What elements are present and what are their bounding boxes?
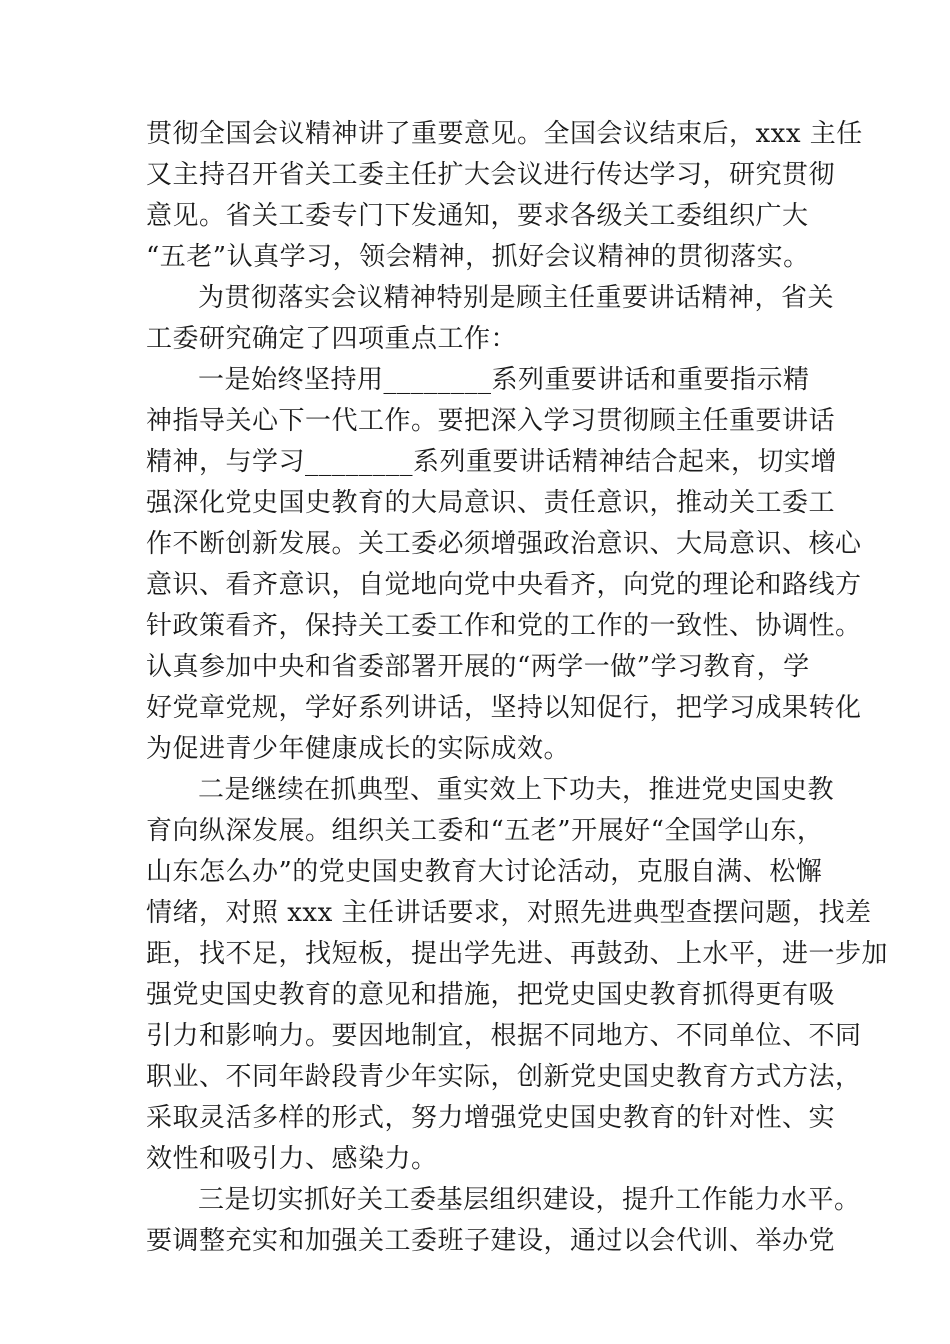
text-line: 神指导关心下一代工作。要把深入学习贯彻顾主任重要讲话	[146, 406, 836, 436]
text-line: 职业、不同年龄段青少年实际，创新党史国史教育方式方法，	[146, 1062, 862, 1092]
text-line: 效性和吸引力、感染力。	[146, 1144, 438, 1174]
text-line: 针政策看齐，保持关工委工作和党的工作的一致性、协调性。	[146, 611, 862, 641]
text-line: 作不断创新发展。关工委必须增强政治意识、大局意识、核心	[146, 529, 862, 559]
text-line: 意识、看齐意识，自觉地向党中央看齐，向党的理论和路线方	[146, 570, 862, 600]
text-line: 工委研究确定了四项重点工作：	[146, 324, 518, 354]
text-line: 好党章党规，学好系列讲话，坚持以知促行，把学习成果转化	[146, 693, 862, 723]
paragraph-first-line: 一是始终坚持用________系列重要讲话和重要指示精	[198, 365, 810, 395]
text-line: 强深化党史国史教育的大局意识、责任意识，推动关工委工	[146, 488, 836, 518]
paragraph-first-line: 为贯彻落实会议精神特别是顾主任重要讲话精神，省关	[198, 283, 835, 313]
text-line: 意见。省关工委专门下发通知，要求各级关工委组织广大	[146, 201, 809, 231]
paragraph-first-line: 三是切实抓好关工委基层组织建设，提升工作能力水平。	[198, 1185, 861, 1215]
text-line: 要调整充实和加强关工委班子建设，通过以会代训、举办党	[146, 1226, 836, 1256]
paragraph-first-line: 二是继续在抓典型、重实效上下功夫，推进党史国史教	[198, 775, 835, 805]
text-line: 山东怎么办”的党史国史教育大讨论活动，克服自满、松懈	[146, 857, 823, 887]
text-line: 引力和影响力。要因地制宜，根据不同地方、不同单位、不同	[146, 1021, 862, 1051]
text-line: 为促进青少年健康成长的实际成效。	[146, 734, 571, 764]
text-line: “五老”认真学习，领会精神，抓好会议精神的贯彻落实。	[146, 242, 810, 272]
text-line: 精神，与学习________系列重要讲话精神结合起来，切实增	[146, 447, 838, 477]
text-line: 贯彻全国会议精神讲了重要意见。全国会议结束后，xxx 主任	[146, 119, 863, 149]
text-line: 距，找不足，找短板，提出学先进、再鼓劲、上水平，进一步加	[146, 939, 889, 969]
text-line: 又主持召开省关工委主任扩大会议进行传达学习，研究贯彻	[146, 160, 836, 190]
text-line: 认真参加中央和省委部署开展的“两学一做”学习教育，学	[146, 652, 810, 682]
text-line: 强党史国史教育的意见和措施，把党史国史教育抓得更有吸	[146, 980, 836, 1010]
text-line: 情绪，对照 xxx 主任讲话要求，对照先进典型查摆问题，找差	[146, 898, 872, 928]
text-line: 育向纵深发展。组织关工委和“五老”开展好“全国学山东，	[146, 816, 824, 846]
text-line: 采取灵活多样的形式，努力增强党史国史教育的针对性、实	[146, 1103, 836, 1133]
